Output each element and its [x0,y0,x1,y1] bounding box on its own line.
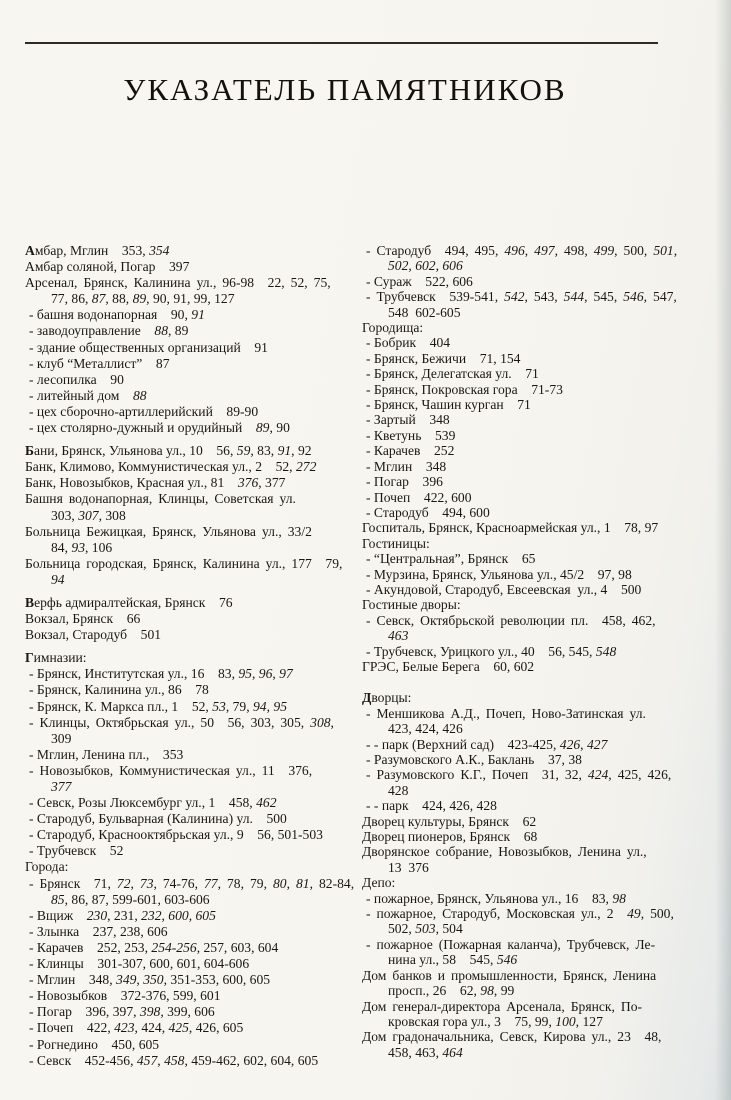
index-line: - Погар 396 [366,474,443,490]
index-line: 309 [51,730,72,746]
index-line: - Стародуб, Краснооктябрьская ул., 9 56, 501-503 [29,827,323,843]
index-line: - Клинцы, Октябрьская ул., 50 56, 303, 305, 308, [29,714,334,730]
index-line: 77, 86, 87, 88, 89, 90, 91, 99, 127 [51,291,235,307]
index-line: - Бобрик 404 [366,335,451,351]
index-line: 85, 86, 87, 599-601, 603-606 [51,891,210,907]
index-line: - Акундовой, Стародуб, Евсеевская ул., 4 500 [366,581,642,597]
index-line: - Почеп 422, 423, 424, 425, 426, 605 [29,1020,244,1036]
index-line: - цех столярно-дужный и орудийный 89, 90 [29,420,290,436]
left-column [25,243,365,1069]
index-line: 13 376 [388,859,429,875]
right-column [362,243,678,1060]
index-line: - лесопилка 90 [29,371,124,387]
index-line: - клуб “Металлист” 87 [29,355,170,371]
index-line: 548 602-605 [388,304,461,320]
section-gap [25,588,365,595]
index-line: - Почеп 422, 600 [366,489,472,505]
index-line: - Новозыбков 372-376, 599, 601 [29,988,221,1004]
index-line: - - парк (Верхний сад) 423-425, 426, 427 [366,736,608,752]
index-line: - Брянск, Бежичи 71, 154 [366,350,521,366]
index-line: 502, 503, 504 [388,921,463,937]
index-line: - Карачев 252 [366,443,455,459]
index-line: Города: [25,859,69,875]
index-line: - Разумовского К.Г., Почеп 31, 32, 424, 425, 426, [366,767,672,783]
page-edge-shadow [715,0,731,1100]
index-line: Бани, Брянск, Ульянова ул., 10 56, 59, 83, 91, 92 [25,443,312,459]
section-gap [25,643,365,650]
index-line: 423, 424, 426 [388,721,463,737]
index-line: - пожарное (Пожарная каланча), Трубчевск, Ле- [366,936,656,952]
index-line: Амбар соляной, Погар 397 [25,259,190,275]
index-line: - Сураж 522, 606 [366,273,473,289]
index-line: Дворец пионеров, Брянск 68 [362,829,538,845]
index-line: Дворцы: [362,690,412,706]
top-rule [25,42,658,44]
index-line: Банк, Новозыбков, Красная ул., 81 376, 377 [25,475,286,491]
index-line: - Мглин 348 [366,458,447,474]
index-line: - башня водонапорная 90, 91 [29,307,205,323]
index-line: - Трубчевск, Урицкого ул., 40 56, 545, 548 [366,643,617,659]
index-line: - Мурзина, Брянск, Ульянова ул., 45/2 97, 98 [366,566,632,582]
index-line: - Брянск, Институтская ул., 16 83, 95, 96, 97 [29,666,293,682]
index-line: - Трубчевск 539-541, 542, 543, 544, 545, 546, 547, [366,289,677,305]
index-line: - Рогнедино 450, 605 [29,1036,160,1052]
index-line: - Злынка 237, 238, 606 [29,923,168,939]
index-line: Гостиницы: [362,535,430,551]
index-line: 303, 307, 308 [51,507,126,523]
index-line: - Брянск, Делегатская ул. 71 [366,366,539,382]
index-line: - Клинцы 301-307, 600, 601, 604-606 [29,956,250,972]
index-line: - Стародуб 494, 495, 496, 497, 498, 499, 500, 501, [366,243,678,258]
section-gap [362,674,664,690]
index-line: Башня водонапорная, Клинцы, Советская ул. [25,491,296,507]
index-line: - пожарное, Стародуб, Московская ул., 2 49, 500, [366,906,674,922]
index-line: - Севск, Октябрьской революции пл. 458, 462, [366,612,656,628]
index-line: Амбар, Мглин 353, 354 [25,243,170,258]
index-line: - Мглин, Ленина пл., 353 [29,746,184,762]
index-line: - Брянск 71, 72, 73, 74-76, 77, 78, 79, 80, 81, 82-84, [29,875,355,891]
index-line: - литейный дом 88 [29,387,147,403]
index-line: - Севск 452-456, 457, 458, 459-462, 602, 604, 605 [29,1052,319,1068]
index-line: - Трубчевск 52 [29,843,124,859]
index-line: - цех сборочно-артиллерийский 89-90 [29,403,259,419]
index-line: - “Центральная”, Брянск 65 [366,551,536,567]
index-line: - Севск, Розы Люксембург ул., 1 458, 462 [29,795,277,811]
index-line: 458, 463, 464 [388,1044,463,1060]
index-line: - Погар 396, 397, 398, 399, 606 [29,1004,215,1020]
index-line: кровская гора ул., 3 75, 99, 100, 127 [388,1013,603,1029]
index-line: Городища: [362,320,424,336]
index-line: Арсенал, Брянск, Калинина ул., 96-98 22, 52, 75, [25,275,331,291]
index-line: - Брянск, Калинина ул., 86 78 [29,682,209,698]
index-line: - пожарное, Брянск, Ульянова ул., 16 83, 98 [366,890,626,906]
index-line: 502, 602, 606 [388,258,463,274]
index-line: - заводоуправление 88, 89 [29,323,189,339]
index-line: просп., 26 62, 98, 99 [388,983,515,999]
section-gap [25,436,365,443]
index-line: ГРЭС, Белые Берега 60, 602 [362,658,535,674]
index-line: Дом генерал-директора Арсенала, Брянск, По- [362,998,643,1014]
index-line: Вокзал, Брянск 66 [25,611,141,627]
index-line: Больница Бежицкая, Брянск, Ульянова ул., 33/2 [25,523,312,539]
index-line: - Стародуб 494, 600 [366,504,490,520]
index-line: - Брянск, Чашин курган 71 [366,397,531,413]
index-line: Дворянское собрание, Новозыбков, Ленина ул., [362,844,647,860]
index-line: 377 [51,779,72,794]
index-line: - - парк 424, 426, 428 [366,798,497,814]
index-line: Дом градоначальника, Севск, Кирова ул., 23 48, [362,1029,662,1045]
page-title: УКАЗАТЕЛЬ ПАМЯТНИКОВ [123,72,567,107]
index-line: Дом банков и промышленности, Брянск, Ленина [362,967,657,983]
index-line: Гимназии: [25,650,87,666]
index-line: Госпиталь, Брянск, Красноармейская ул., 1 78, 97 [362,520,659,536]
index-line: Верфь адмиралтейская, Брянск 76 [25,594,233,610]
index-line: - Брянск, К. Маркса пл., 1 52, 53, 79, 94, 95 [29,698,287,714]
index-line: - здание общественных организаций 91 [29,339,268,355]
index-line: 84, 93, 106 [51,539,113,555]
index-line: - Мглин 348, 349, 350, 351-353, 600, 605 [29,972,271,988]
index-line: нина ул., 58 545, 546 [388,952,518,968]
index-line: Дворец культуры, Брянск 62 [362,813,537,829]
index-line: - Разумовского А.К., Баклань 37, 38 [366,752,582,767]
index-line: 94 [51,571,65,587]
index-line: - Кветунь 539 [366,427,456,443]
index-line: - Стародуб, Бульварная (Калинина) ул. 500 [29,811,287,827]
index-line: 428 [388,782,409,798]
index-line: Гостиные дворы: [362,597,461,613]
index-line: Банк, Климово, Коммунистическая ул., 2 52, 272 [25,459,317,475]
index-line: - Вщиж 230, 231, 232, 600, 605 [29,907,216,923]
index-line: Больница городская, Брянск, Калинина ул., 177 79, [25,555,343,571]
index-line: - Зартый 348 [366,412,450,428]
index-line: Депо: [362,875,396,891]
index-line: - Новозыбков, Коммунистическая ул., 11 376, [29,762,313,778]
index-line: - Карачев 252, 253, 254-256, 257, 603, 604 [29,939,279,955]
index-line: Вокзал, Стародуб 501 [25,627,162,643]
index-line: - Брянск, Покровская гора 71-73 [366,381,563,397]
index-line: 463 [388,628,409,644]
index-line: - Меншикова А.Д., Почеп, Ново-Затинская ул. [366,705,646,721]
